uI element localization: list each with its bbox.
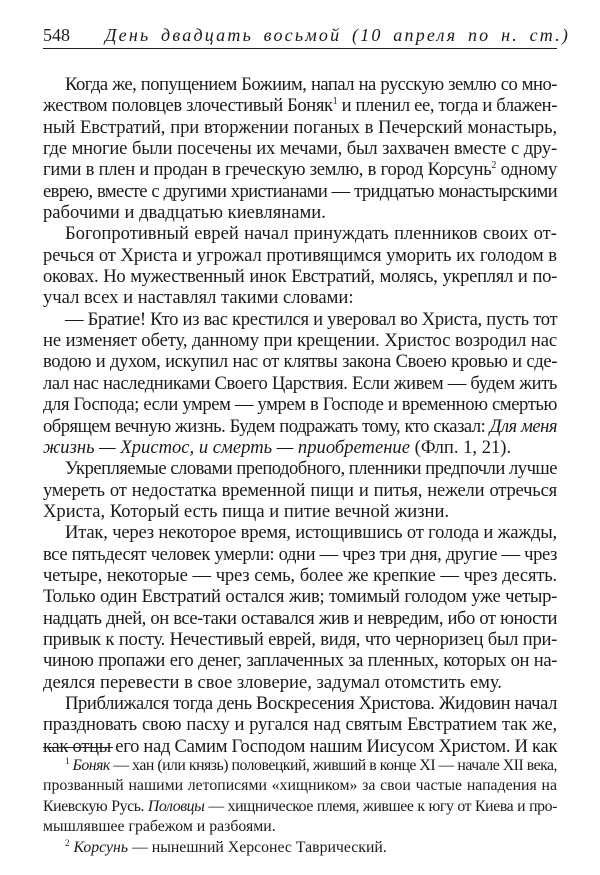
footnote xyxy=(43,756,557,838)
text-line: рабочими и двадцатью киевлянами. xyxy=(43,202,326,224)
running-header xyxy=(43,24,571,49)
text-line: Христа, Который есть пища и питие вечной жизни. xyxy=(43,500,450,522)
text-line: оковах. Но мужественный инок Евстратий, молясь, укреплял и по- xyxy=(43,266,557,288)
text-line: четыре, некоторые — чрез семь, более же крепкие — чрез десять. xyxy=(43,564,557,586)
text-line: надцать дней, он все-таки оставался жив и невредим, ибо от юности xyxy=(43,607,557,629)
footnote-marker[interactable]: 1 xyxy=(65,756,69,766)
page-number: 548 xyxy=(43,25,70,45)
text-line: мышлявшее грабежом и разбоями. xyxy=(43,818,276,836)
footnote xyxy=(43,838,557,858)
main-text xyxy=(43,74,557,757)
text-line: речься от Христа и угрожал противящимся уморить их голодом в xyxy=(43,244,557,266)
footnote-marker[interactable]: 2 xyxy=(65,837,70,848)
text-line: Когда же, попущением Божиим, напал на русскую землю со мно- xyxy=(65,74,557,95)
text-line: деялся перевести в свое зловерие, задумал отомстить ему. xyxy=(43,671,502,693)
text-line: лал нас наследниками Своего Царствия. Если живем — будем жить xyxy=(43,372,557,394)
text-line: обрящем вечную жизнь. Будем подражать тому, кто сказал: Для меня xyxy=(43,415,558,437)
text-line: умереть от недостатка временной пищи и питья, нежели отречься xyxy=(43,479,557,501)
text-line: как отцы его над Самим Господом нашим Иисусом Христом. И как xyxy=(43,735,558,757)
text-line: гими в плен и продан в греческую землю, в город Корсунь$^2$ одному xyxy=(43,159,557,181)
footnotes xyxy=(43,756,557,858)
text-line: Итак, через некоторое время, истощившись от голода и жажды, xyxy=(65,522,557,544)
text-line: — Братие! Кто из вас крестился и уверовал во Христа, пусть тот xyxy=(65,308,558,330)
italic-text: Для меня xyxy=(489,415,558,437)
text-line: праздновать свою пасху и ругался над святым Евстратием так же, xyxy=(43,714,557,736)
paragraph xyxy=(43,458,557,522)
text-line: Приближался тогда день Воскресения Христова. Жидовин начал xyxy=(65,692,557,714)
text-line: жеством половцев злочестивый Боняк$^1$ и пленил ее, тогда и блажен- xyxy=(43,95,558,117)
paragraph xyxy=(43,223,557,308)
text-line: еврею, вместе с другими христианами — тридцатью монастырскими xyxy=(43,180,557,202)
text-line: для Господа; если умрем — умрем в Господе и временною смертью xyxy=(43,394,557,416)
footnote-marker[interactable]: 2 xyxy=(491,160,497,172)
text-line: где многие были посечены их мечами, был захвачен вместе с дру- xyxy=(43,138,557,160)
text-line: учал всех и наставлял такими словами: xyxy=(43,287,354,309)
paragraph xyxy=(43,309,557,458)
text-line: жизнь — Христос, и смерть — приобретение (Флп. 1, 21). xyxy=(43,436,512,458)
italic-text: Половцы xyxy=(147,797,205,815)
paragraph xyxy=(43,74,557,223)
italic-text: Корсунь xyxy=(73,838,129,856)
footnote-marker[interactable]: 1 xyxy=(332,96,338,108)
italic-text: жизнь — Христос, и смерть — приобретение xyxy=(43,436,410,458)
text-line: Только один Евстратий остался жив; томимый голодом уже четыр- xyxy=(43,586,557,608)
paragraph xyxy=(43,522,557,693)
text-line: Богопротивный еврей начал принуждать пленников своих от- xyxy=(65,223,557,245)
text-line: Киевскую Русь. Половцы — хищническое племя, жившее к югу от Киева и про- xyxy=(43,797,557,815)
text-line: привык к посту. Нечестивый еврей, видя, что черноризец был при- xyxy=(43,628,557,650)
italic-text: Боняк xyxy=(72,757,110,774)
text-line: все пятьдесят человек умерли: одни — чрез три дня, другие — чрез xyxy=(43,543,557,565)
text-line: Укрепляемые словами преподобного, пленники предпочли лучше xyxy=(65,458,557,480)
text-line: водою и духом, искупил нас от клятвы закона Своею кровью и сде- xyxy=(43,351,557,373)
text-line: чиною пропажи его денег, заплаченных за пленных, которых он на- xyxy=(43,650,557,672)
footnote-divider xyxy=(43,747,113,748)
text-line: прозванный нашими летописями «хищником» за свои частые нападения на xyxy=(43,777,557,795)
text-line: $^2$ Корсунь — нынешний Херсонес Таврический. xyxy=(65,837,387,856)
text-line: ный Евстратий, при вторжении поганых в Печерский монастырь, xyxy=(43,116,557,138)
paragraph xyxy=(43,693,557,757)
text-line: не изменяет обету, данному при крещении. Христос возродил нас xyxy=(43,330,557,352)
text-line: $^1$ Боняк — хан (или князь) половецкий, живший в конце XI — начале XII века, xyxy=(65,756,557,774)
running-title: День двадцать восьмой (10 апреля по н. ст.) xyxy=(105,25,571,45)
